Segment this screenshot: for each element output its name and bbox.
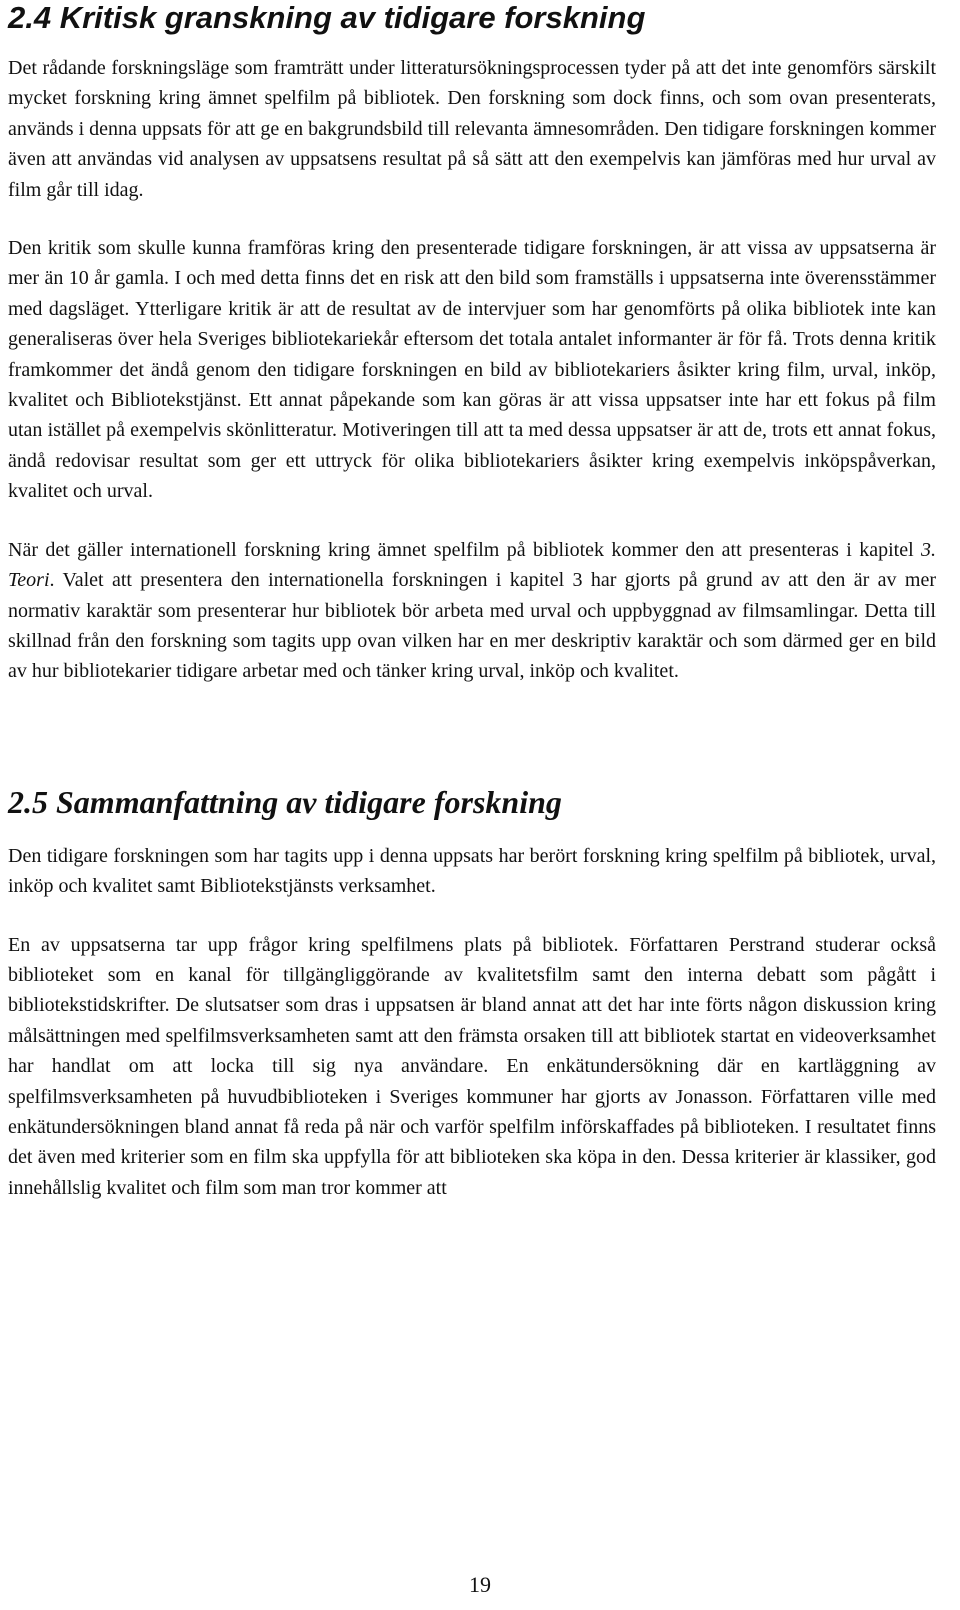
paragraph-research-state: Det rådande forskningsläge som framträtt under litteratursökningsprocessen tyder på att det inte genomförs särskilt mycket forskning kring ämnet spelfilm på bibliotek. Den forskning som dock finns, och som ovan presenterats, används i denna uppsats för att ge en bakgrundsbild till relevanta ämnesområden. Den tidigare forskningen kommer även att användas vid analysen av uppsatsens resultat på så sätt att den exempelvis kan jämföras med hur urval av film går till idag. xyxy=(8,57,936,201)
chapter-reference: 3. Teori xyxy=(8,538,936,592)
paragraph-text-end: . Valet att presentera den internationella forskningen i kapitel 3 har gjorts på grund av att den är av mer normativ karaktär som presenterar hur bibliotek bör arbeta med urval och uppbyggnad av filmsamlingar. Detta till skillnad från den forskning som tagits upp ovan vilken har en mer deskriptiv karaktär och som därmed ger en bild av hur bibliotekarier tidigare arbetar med och tänker kring urval, inköp och kvalitet. xyxy=(8,569,936,683)
paragraph-summary-details: En av uppsatserna tar upp frågor kring spelfilmens plats på bibliotek. Författaren Perstrand studerar också biblioteket som en kanal för tillgängliggörande av kvalitetsfilm samt den interna debatt som pågått i bibliotekstidskrifter. De slutsatser som dras i uppsatsen är bland annat att det har inte förts någon diskussion kring målsättningen med spelfilmsverksamheten samt att den främsta orsaken till att bibliotek startat en videoverksamhet har handlat om att locka till sig nya användare. En enkätundersökning där en kartläggning av spelfilmsverksamheten på huvudbiblioteken i Sveriges kommuner har gjorts av Jonasson. Författaren ville med enkätundersökningen bland annat få reda på när och varför spelfilm införskaffades på biblioteken. I resultatet finns det även med kriterier som en film ska uppfylla för att biblioteken ska köpa in den. Dessa kriterier är klassiker, god innehållslig kvalitet och film som man tror kommer att xyxy=(8,933,936,1199)
paragraph-criticism: Den kritik som skulle kunna framföras kring den presenterade tidigare forskningen, är att vissa av uppsatserna är mer än 10 år gamla. I och med detta finns det en risk att den bild som framställs i uppsatserna inte överensstämmer med dagsläget. Ytterligare kritik är att de resultat av de intervjuer som har genomförts på olika bibliotek inte kan generaliseras över hela Sveriges bibliotekariekår eftersom det totala antalet informanter är för få. Trots denna kritik framkommer det ändå genom den tidigare forskningen en bild av bibliotekariers åsikter kring film, urval, inköp, kvalitet och Bibliotekstjänst. Ett annat påpekande som kan göras är att vissa uppsatser inte har ett fokus på film utan istället på exempelvis skönlitteratur. Motiveringen till att ta med dessa uppsatser är att de, trots ett annat fokus, ändå redovisar resultat som ger ett uttryck för olika bibliotekariers åsikter kring exempelvis inköpspåverkan, kvalitet och urval. xyxy=(8,237,936,503)
section-heading-2-5: 2.5 Sammanfattning av tidigare forskning xyxy=(8,783,562,820)
paragraph-international-research xyxy=(8,535,936,687)
page-number: 19 xyxy=(469,1572,491,1597)
paragraph-summary-intro: Den tidigare forskningen som har tagits upp i denna uppsats har berört forskning kring spelfilm på bibliotek, urval, inköp och kvalitet samt Bibliotekstjänsts verksamhet. xyxy=(8,844,936,898)
page-content xyxy=(8,0,936,1231)
section-heading-2-4: 2.4 Kritisk granskning av tidigare forskning xyxy=(8,0,646,35)
paragraph-text-start: När det gäller internationell forskning kring ämnet spelfilm på bibliotek kommer den att presenteras i kapitel xyxy=(8,538,921,561)
